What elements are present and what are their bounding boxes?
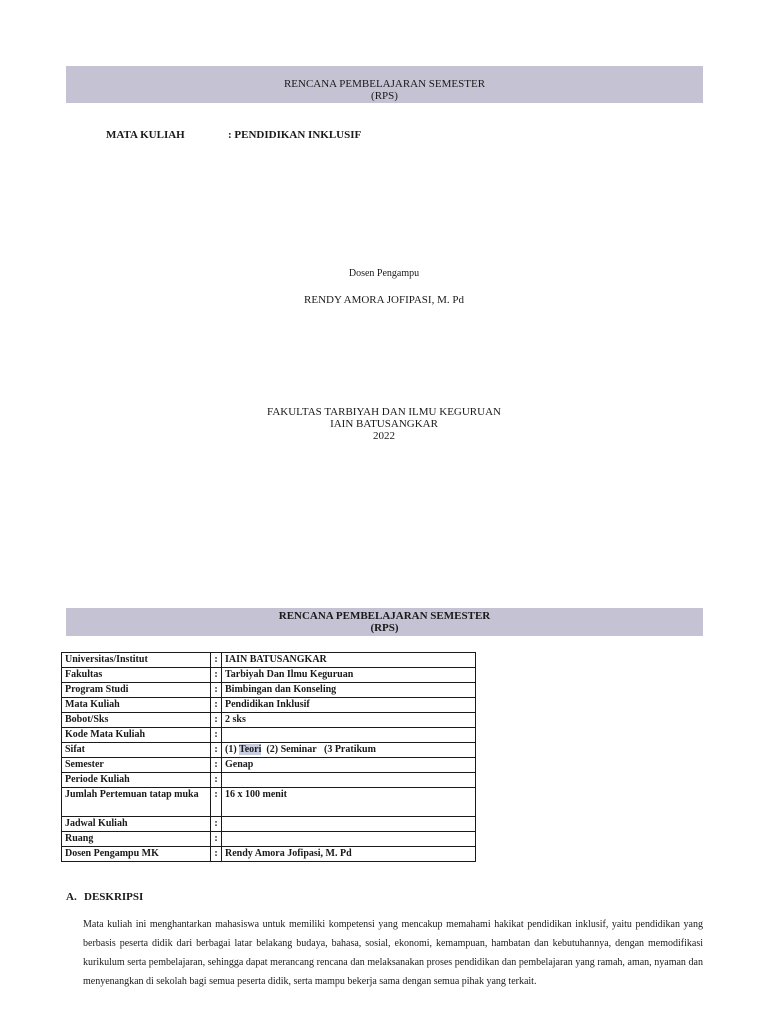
row-label: Dosen Pengampu MK: [62, 847, 211, 862]
table-row: [62, 683, 476, 698]
row-value: Tarbiyah Dan Ilmu Keguruan: [222, 668, 476, 683]
table-row: [62, 743, 476, 758]
table-row: [62, 832, 476, 847]
row-separator: :: [211, 668, 222, 683]
row-separator: :: [211, 698, 222, 713]
row-value: [222, 743, 476, 758]
cover-title-line2: (RPS): [371, 90, 398, 102]
row-value: [222, 817, 476, 832]
row-separator: :: [211, 773, 222, 788]
table-row: [62, 847, 476, 862]
row-separator: :: [211, 847, 222, 862]
course-label: MATA KULIAH: [106, 129, 185, 141]
rps-header-banner: [66, 608, 703, 636]
row-value: [222, 832, 476, 847]
row-label: Semester: [62, 758, 211, 773]
table-row: [62, 758, 476, 773]
institute-name: IAIN BATUSANGKAR: [330, 418, 438, 430]
rps-header-line1: RENCANA PEMBELAJARAN SEMESTER: [278, 610, 491, 622]
row-value: Bimbingan dan Konseling: [222, 683, 476, 698]
sifat-option-pre: (1): [225, 744, 239, 755]
row-value: Genap: [222, 758, 476, 773]
row-label: Ruang: [62, 832, 211, 847]
row-label: Program Studi: [62, 683, 211, 698]
sifat-option-highlighted: Teori: [238, 744, 262, 755]
lecturer-title: Dosen Pengampu: [348, 268, 420, 279]
rps-header-line2: (RPS): [370, 622, 399, 634]
row-label: Sifat: [62, 743, 211, 758]
section-a-number: A.: [66, 891, 77, 903]
table-row: [62, 773, 476, 788]
table-row: [62, 788, 476, 817]
row-value: Pendidikan Inklusif: [222, 698, 476, 713]
row-label: Fakultas: [62, 668, 211, 683]
cover-title-line1: RENCANA PEMBELAJARAN SEMESTER: [283, 78, 486, 90]
row-value: 2 sks: [222, 713, 476, 728]
row-separator: :: [211, 788, 222, 817]
row-separator: :: [211, 713, 222, 728]
row-separator: :: [211, 832, 222, 847]
row-separator: :: [211, 683, 222, 698]
table-row: [62, 698, 476, 713]
row-label: Mata Kuliah: [62, 698, 211, 713]
table-row: [62, 668, 476, 683]
cover-year: 2022: [373, 430, 395, 442]
row-label: Kode Mata Kuliah: [62, 728, 211, 743]
row-separator: :: [211, 758, 222, 773]
table-row: [62, 713, 476, 728]
lecturer-name: RENDY AMORA JOFIPASI, M. Pd: [304, 294, 464, 306]
row-value: Rendy Amora Jofipasi, M. Pd: [222, 847, 476, 862]
row-separator: :: [211, 817, 222, 832]
faculty-name: FAKULTAS TARBIYAH DAN ILMU KEGURUAN: [267, 406, 501, 418]
row-separator: :: [211, 743, 222, 758]
row-separator: :: [211, 728, 222, 743]
table-row: [62, 817, 476, 832]
row-label: Jadwal Kuliah: [62, 817, 211, 832]
row-label: Universitas/Institut: [62, 653, 211, 668]
row-value: [222, 773, 476, 788]
row-label: Bobot/Sks: [62, 713, 211, 728]
table-row: [62, 653, 476, 668]
section-a-heading: [66, 891, 143, 903]
row-label: Periode Kuliah: [62, 773, 211, 788]
cover-title-banner: [66, 66, 703, 103]
course-value: : PENDIDIKAN INKLUSIF: [228, 129, 362, 141]
course-info-table: [61, 652, 476, 862]
row-value: 16 x 100 menit: [222, 788, 476, 817]
sifat-option-post: (2) Seminar (3 Pratikum: [261, 744, 376, 755]
row-separator: :: [211, 653, 222, 668]
section-a-description: Mata kuliah ini menghantarkan mahasiswa untuk memiliki kompetensi yang mencakup memahami hakikat pendidikan inklusif, yaitu pendidikan yang berbasis peserta didik dari berbagai latar belakang budaya, bahasa, sosial, ekonomi, kemampuan, hambatan dan kebutuhannya, dengan memodifikasi kurikulum serta pembelajaran, sehingga dapat merancang rencana dan melaksanakan proses pendidikan dan pembelajaran yang ramah, aman, nyaman dan menyenangkan di sekolah bagi semua peserta didik, serta mampu bekerja sama dengan semua pihak yang terkait.: [83, 919, 703, 987]
section-a-title: DESKRIPSI: [84, 891, 144, 903]
row-label: Jumlah Pertemuan tatap muka: [62, 788, 211, 817]
table-row: [62, 728, 476, 743]
row-value: [222, 728, 476, 743]
faculty-block: [0, 406, 768, 442]
row-value: IAIN BATUSANGKAR: [222, 653, 476, 668]
